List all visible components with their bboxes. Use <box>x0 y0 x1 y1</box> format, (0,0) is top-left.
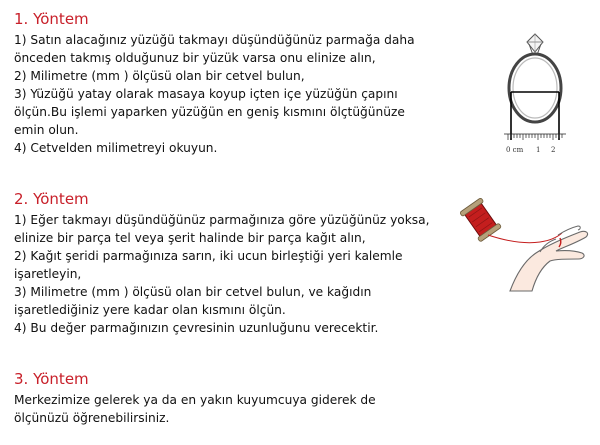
method-1-line: 2) Milimetre (mm ) ölçüsü olan bir cetvel bulun, <box>14 69 305 83</box>
method-1-line: 3) Yüzüğü yatay olarak masaya koyup içten içe yüzüğün çapını <box>14 87 398 101</box>
method-1-line: 4) Cetvelden milimetreyi okuyun. <box>14 141 218 155</box>
hand-thread-illustration <box>458 195 596 295</box>
method-2-line: elinize bir parça tel veya şerit halinde bir parça kağıt alın, <box>14 231 366 245</box>
method-3-heading: 3. Yöntem <box>14 370 89 388</box>
hand-icon <box>458 195 596 295</box>
method-2-line: işaretlediğiniz yere kadar olan kısmını ölçün. <box>14 303 286 317</box>
method-2-line: 4) Bu değer parmağınızın çevresinin uzunluğunu verecektir. <box>14 321 379 335</box>
method-3-line: Merkezimize gelerek ya da en yakın kuyumcuya giderek de <box>14 393 376 407</box>
method-1-line: ölçün.Bu işlemi yaparken yüzüğün en geniş kısmını ölçtüğünüze <box>14 105 405 119</box>
ring-icon <box>500 30 570 158</box>
ruler-label-0: 0 cm <box>506 146 524 154</box>
method-1-line: 1) Satın alacağınız yüzüğü takmayı düşündüğünüz parmağa daha <box>14 33 415 47</box>
method-1-line: önceden takmış olduğunuz bir yüzük varsa onu elinize alın, <box>14 51 376 65</box>
method-1-section <box>14 10 415 157</box>
method-2-line: 1) Eğer takmayı düşündüğünüz parmağınıza göre yüzüğünüz yoksa, <box>14 213 430 227</box>
method-2-line: 3) Milimetre (mm ) ölçüsü olan bir cetvel bulun, ve kağıdın <box>14 285 372 299</box>
method-2-line: 2) Kağıt şeridi parmağınıza sarın, iki ucun birleştiği yeri kalemle <box>14 249 403 263</box>
method-3-section <box>14 370 376 427</box>
method-1-line: emin olun. <box>14 123 79 137</box>
ruler-label-2: 2 <box>551 146 556 154</box>
method-1-heading: 1. Yöntem <box>14 10 89 28</box>
ruler-label-1: 1 <box>536 146 541 154</box>
ring-measure-illustration <box>500 30 570 158</box>
method-3-line: ölçünüzü öğrenebilirsiniz. <box>14 411 170 425</box>
method-2-line: işaretleyin, <box>14 267 82 281</box>
method-2-heading: 2. Yöntem <box>14 190 89 208</box>
method-2-section <box>14 190 430 337</box>
